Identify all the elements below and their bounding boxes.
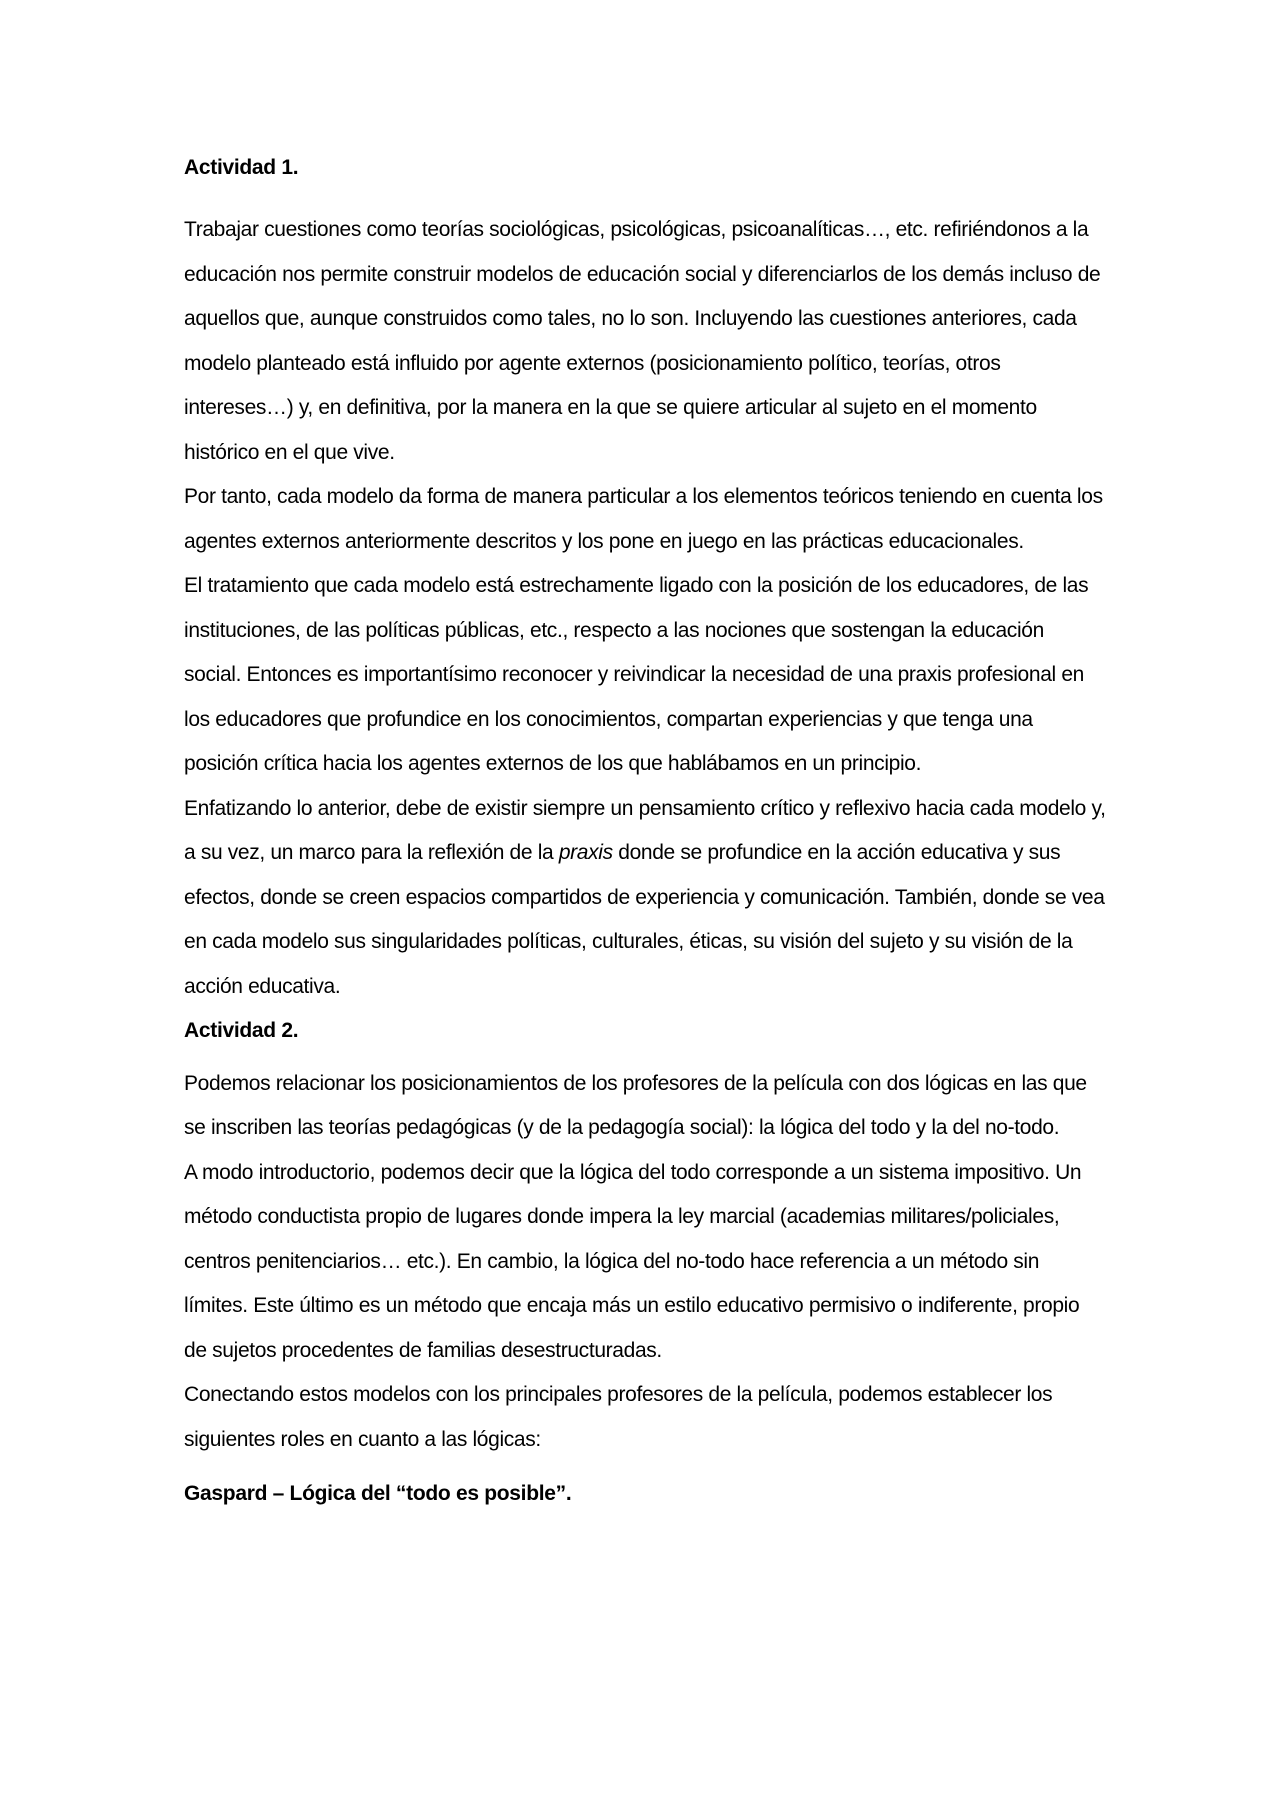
activity-1-paragraph-2: Por tanto, cada modelo da forma de manera particular a los elementos teóricos teniendo en cuenta los agentes externos anteriormente descritos y los pone en juego en las prácticas educacionales.	[184, 485, 1103, 553]
activity-2-paragraph-1: Podemos relacionar los posicionamientos de los profesores de la película con dos lógicas en las que se inscriben las teorías pedagógicas (y de la pedagogía social): la lógica del todo y la del no-todo.	[184, 1071, 1087, 1139]
activity-2-paragraph-2: A modo introductorio, podemos decir que la lógica del todo corresponde a un sistema impositivo. Un método conductista propio de lugares donde impera la ley marcial (academias militares/policiales, centros penitenciarios… etc.). En cambio, la lógica del no-todo hace referencia a un método sin límites. Este último es un método que encaja más un estilo educativo permisivo o indiferente, propio de sujetos procedentes de familias desestructuradas.	[184, 1160, 1082, 1362]
paragraph-text-before-italic: Enfatizando lo anterior, debe de existir siempre un pensamiento crítico y reflexivo hacia cada modelo y, a su vez, un marco para la reflexión de la	[184, 796, 1106, 864]
spacer	[184, 186, 1106, 208]
praxis-italic-term: praxis	[558, 841, 613, 864]
paragraph-text-after-italic: donde se profundice en la acción educativa y sus efectos, donde se creen espacios compartidos de experiencia y comunicación. También, donde se vea en cada modelo sus singularidades políticas, culturales, éticas, su visión del sujeto y su visión de la acción educativa.	[184, 841, 1105, 998]
activity-2-heading: Actividad 2.	[184, 1019, 299, 1042]
activity-1-paragraph-4	[184, 787, 1106, 1010]
document-body	[184, 150, 1106, 1514]
gaspard-subheading: Gaspard – Lógica del “todo es posible”.	[184, 1482, 572, 1505]
activity-1-heading: Actividad 1.	[184, 156, 299, 179]
spacer	[184, 1054, 1106, 1062]
spacer	[184, 1462, 1106, 1474]
activity-1-paragraph-3: El tratamiento que cada modelo está estrechamente ligado con la posición de los educadores, de las instituciones, de las políticas públicas, etc., respecto a las nociones que sostengan la educación social. Entonces es importantísimo reconocer y reivindicar la necesidad de una praxis profesional en los educadores que profundice en los conocimientos, compartan experiencias y que tenga una posición crítica hacia los agentes externos de los que hablábamos en un principio.	[184, 574, 1089, 775]
activity-2-paragraph-3: Conectando estos modelos con los principales profesores de la película, podemos establecer los siguientes roles en cuanto a las lógicas:	[184, 1383, 1053, 1451]
activity-1-paragraph-1: Trabajar cuestiones como teorías sociológicas, psicológicas, psicoanalíticas…, etc. refiriéndonos a la educación nos permite construir modelos de educación social y diferenciarlos de los demás incluso de aquellos que, aunque construidos como tales, no lo son. Incluyendo las cuestiones anteriores, cada modelo planteado está influido por agente externos (posicionamiento político, teorías, otros intereses…) y, en definitiva, por la manera en la que se quiere articular al sujeto en el momento histórico en el que vive.	[184, 218, 1101, 464]
